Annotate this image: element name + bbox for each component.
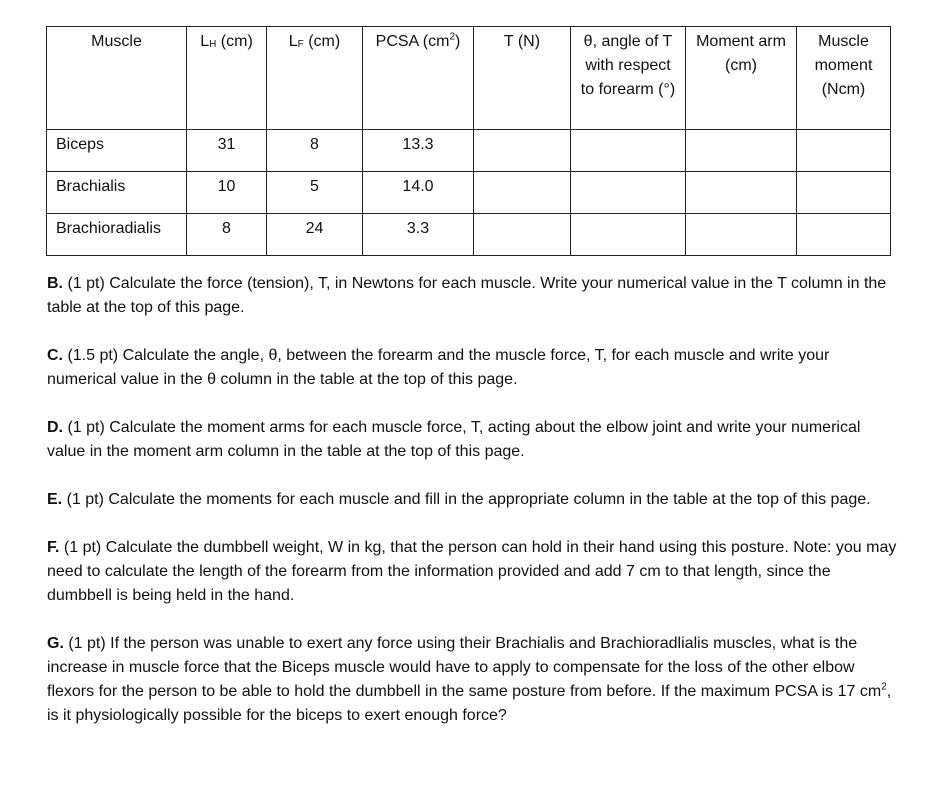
row-muscle-name: Brachioradialis <box>47 214 187 256</box>
row-lf: 24 <box>267 214 363 256</box>
row-lf: 5 <box>267 172 363 214</box>
question-label: G. <box>47 635 64 652</box>
header-pcsa-sup: 2 <box>449 31 456 43</box>
table-row <box>47 214 891 256</box>
row-tension <box>474 172 571 214</box>
row-angle <box>571 172 686 214</box>
row-tension <box>474 130 571 172</box>
header-lf-main: L <box>288 33 298 50</box>
header-lf-unit: (cm) <box>303 33 341 50</box>
question-g <box>47 632 897 728</box>
row-lf: 8 <box>267 130 363 172</box>
question-text: (1 pt) Calculate the dumbbell weight, W in kg, that the person can hold in their hand using this posture. Note: you may need to calculate the length of the forearm from the information provided and add 7 cm to that length, since the dumbbell is being held in the hand. <box>47 539 897 604</box>
row-pcsa: 13.3 <box>363 130 474 172</box>
question-c <box>47 344 897 392</box>
header-pcsa-main: PCSA (cm <box>375 33 450 50</box>
table-row <box>47 172 891 214</box>
row-muscle-name: Brachialis <box>47 172 187 214</box>
row-moment-arm <box>686 214 797 256</box>
header-lf <box>267 27 363 130</box>
header-moment-arm: Moment arm (cm) <box>686 27 797 130</box>
header-muscle-moment: Muscle moment (Ncm) <box>797 27 891 130</box>
muscle-data-table <box>46 26 891 256</box>
row-muscle-moment <box>797 214 891 256</box>
row-lh: 31 <box>187 130 267 172</box>
row-angle <box>571 214 686 256</box>
row-muscle-moment <box>797 130 891 172</box>
header-muscle: Muscle <box>47 27 187 130</box>
question-text: , is it physiologically possible for the biceps to exert enough force? <box>47 683 892 724</box>
header-tension: T (N) <box>474 27 571 130</box>
row-pcsa: 3.3 <box>363 214 474 256</box>
row-tension <box>474 214 571 256</box>
row-lh: 8 <box>187 214 267 256</box>
question-label: C. <box>47 347 63 364</box>
question-label: D. <box>47 419 63 436</box>
header-lh-sub: H <box>209 39 217 50</box>
question-e <box>47 488 897 512</box>
question-label: B. <box>47 275 63 292</box>
header-lh-unit: (cm) <box>216 33 253 50</box>
row-lh: 10 <box>187 172 267 214</box>
row-moment-arm <box>686 130 797 172</box>
question-d <box>47 416 897 464</box>
row-angle <box>571 130 686 172</box>
header-angle: θ, angle of T with respect to forearm (°) <box>571 27 686 130</box>
question-f <box>47 536 897 608</box>
question-superscript: 2 <box>881 681 887 693</box>
row-muscle-moment <box>797 172 891 214</box>
question-text: (1.5 pt) Calculate the angle, θ, between the forearm and the muscle force, T, for each muscle and write your numerical value in the θ column in the table at the top of this page. <box>47 347 830 388</box>
question-text: (1 pt) Calculate the moment arms for each muscle force, T, acting about the elbow joint and write your numerical value in the moment arm column in the table at the top of this page. <box>47 419 861 460</box>
question-label: E. <box>47 491 63 508</box>
page-top-edge <box>0 0 944 4</box>
row-moment-arm <box>686 172 797 214</box>
header-lh <box>187 27 267 130</box>
header-pcsa-end: ) <box>455 33 461 50</box>
header-pcsa <box>363 27 474 130</box>
row-muscle-name: Biceps <box>47 130 187 172</box>
question-text: (1 pt) Calculate the force (tension), T, in Newtons for each muscle. Write your numerical value in the T column in the table at the top of this page. <box>47 275 887 316</box>
row-pcsa: 14.0 <box>363 172 474 214</box>
header-lh-main: L <box>200 33 210 50</box>
question-b <box>47 272 897 320</box>
question-text: (1 pt) If the person was unable to exert any force using their Brachialis and Brachioradlialis muscles, what is the increase in muscle force that the Biceps muscle would have to apply to compensate for the loss of the other elbow flexors for the person to be able to hold the dumbbell in the same posture from before. If the maximum PCSA is 17 cm <box>47 635 882 700</box>
question-list <box>47 272 897 752</box>
question-text: (1 pt) Calculate the moments for each muscle and fill in the appropriate column in the table at the top of this page. <box>62 491 871 508</box>
header-lf-sub: F <box>297 39 304 50</box>
table-header-row <box>47 27 891 130</box>
table-row <box>47 130 891 172</box>
question-label: F. <box>47 539 60 556</box>
